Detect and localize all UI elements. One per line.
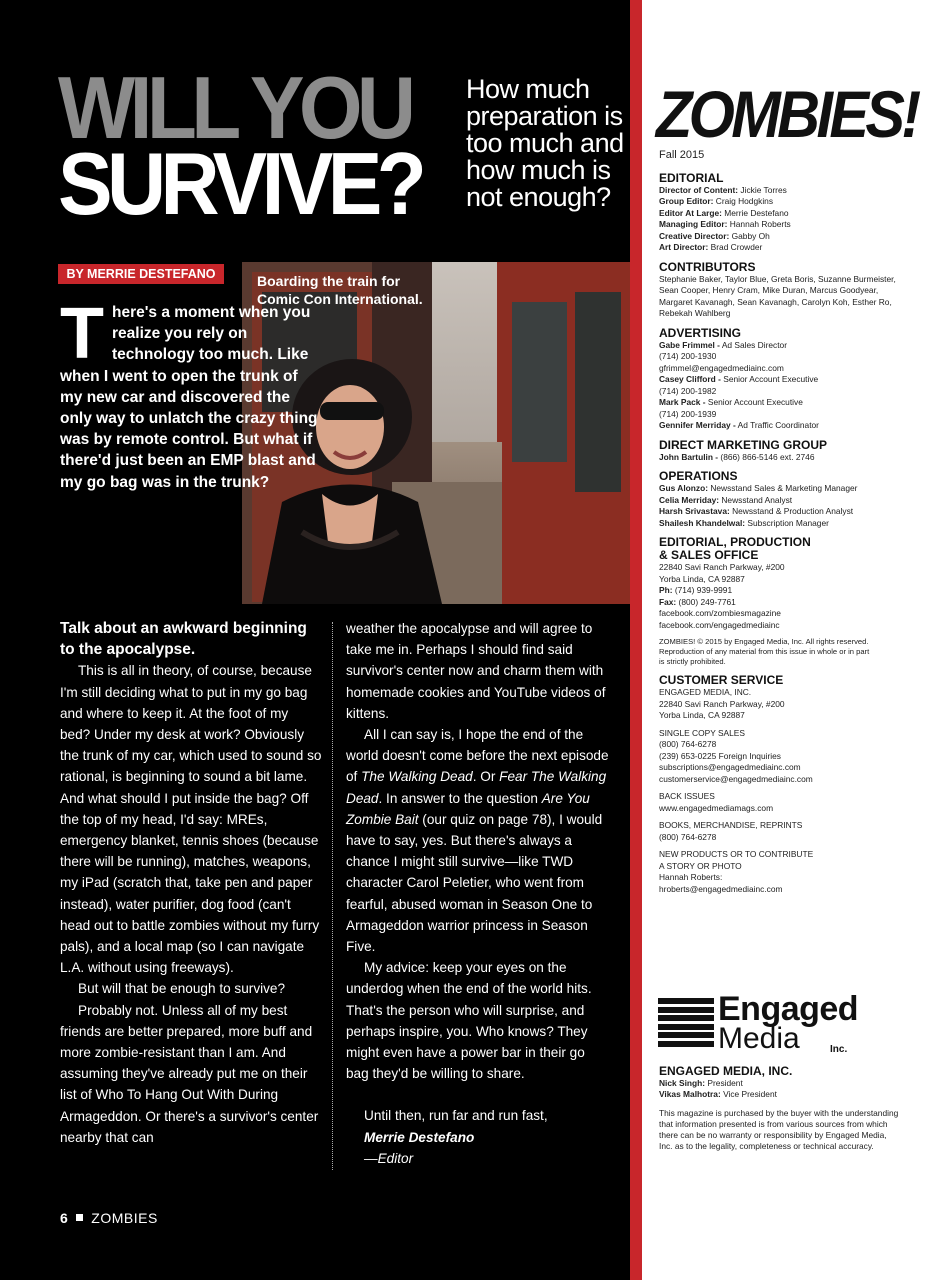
dmg-contact <box>659 452 899 464</box>
officer-role: President <box>705 1078 743 1088</box>
text-run: (our quiz on page 78), I would have to say, yes. But there's always a chance I might still survive—like TWD character Carol Peletier, who went from fearful, abused woman in Season One to Armageddon warrior princess in Season Five. <box>346 811 603 955</box>
cs-line: 22840 Savi Ranch Parkway, #200 <box>659 698 785 709</box>
engaged-media-logo <box>658 990 898 1056</box>
publisher-info <box>659 1066 899 1152</box>
signature: Merrie Destefano <box>364 1129 475 1145</box>
section-heading: ENGAGED MEDIA, INC. <box>659 1064 793 1078</box>
masthead-panel <box>642 0 952 1280</box>
body-paragraph: My advice: keep your eyes on the underdog when the end of the world hits. That's the person who will surprise, and perhaps inspire, you. Who knows? They might even have a power bar in their go bag they'd be willing to share. <box>346 960 592 1082</box>
staff-name: Gabby Oh <box>731 230 770 241</box>
body-paragraph: But will that be enough to survive? <box>78 981 286 997</box>
cs-line: Yorba Linda, CA 92887 <box>659 710 745 720</box>
contact-name: Casey Clifford - <box>659 374 721 384</box>
ad-contact <box>659 374 899 386</box>
logo-bars-icon <box>658 998 714 1049</box>
magazine-title: ZOMBIES! <box>656 77 918 151</box>
contact-role: Ad Traffic Coordinator <box>735 420 819 430</box>
contributors-list: Stephanie Baker, Taylor Blue, Greta Boris, Suzanne Burmeister, Sean Cooper, Henry Cram, Mike Duran, Marcus Goodyear, Margaret Kavanagh, Sean Kavanagh, Carolyn Koh, Esther Ro, Rebekah Wahlberg <box>659 273 896 318</box>
officer-name: Nick Singh: <box>659 1078 706 1088</box>
value: (714) 939-9991 <box>672 585 733 595</box>
signoff: Until then, run far and run fast, <box>364 1108 548 1124</box>
body-paragraph: This is all in theory, of course, because I'm still deciding what to put in my go bag and where to keep it. At the foot of my bed? Under my desk at work? Obviously the trunk of my car, which used to sound so rational, is beginning to sound a bit lame. And what should I put inside the bag? Off the top of my head, I'd say: MREs, emergency blanket, tennis shoes (because there will be running), matches, weapons, my iPad (scratch that, take pen and paper instead), water purifier, dog food (can't head out to battle zombies without my furry pals), and a local map (so I can navigate L.A. without using freeways). <box>60 663 322 976</box>
staff-name: Newsstand Analyst <box>719 494 793 505</box>
cs-line: A STORY OR PHOTO <box>659 860 742 871</box>
staff-row <box>659 196 899 208</box>
facebook-link: facebook.com/engagedmediainc <box>659 619 780 630</box>
page-number: 6 <box>60 1210 69 1226</box>
office-fax <box>659 597 899 609</box>
staff-row <box>659 231 899 243</box>
logo-text-1: Engaged <box>718 990 859 1028</box>
contact-name: Gabe Frimmel - <box>659 339 720 350</box>
officer <box>659 1078 899 1089</box>
section-heading: EDITORIAL <box>659 170 724 185</box>
facebook-link: facebook.com/zombiesmagazine <box>659 608 781 618</box>
contact-name: Gennifer Merriday - <box>659 420 736 430</box>
intro-text: here's a moment when you realize you rely on technology too much. Like when I went to open the trunk of my new car and discovered the only way to unlatch the crazy thing was by remote control. But what if there'd just been an EMP blast and my go bag was in the trunk? <box>60 304 318 491</box>
cs-line: ENGAGED MEDIA, INC. <box>659 687 752 697</box>
staff-role: Harsh Srivastava: <box>659 506 730 516</box>
section-heading: DIRECT MARKETING GROUP <box>659 437 827 452</box>
officer <box>659 1089 899 1100</box>
show-title: Fear The Walking Dead <box>346 769 607 806</box>
disclaimer: This magazine is purchased by the buyer with the understanding that information presented is from various sources from which there can be no warranty or responsibility by Engaged Media, Inc. as to the legality, completeness or technical accuracy. <box>659 1108 899 1151</box>
section-heading: CUSTOMER SERVICE <box>659 673 784 687</box>
text-run: All I can say is, I hope the end of the world doesn't come before the next episode of <box>346 727 609 785</box>
cs-line: SINGLE COPY SALES <box>659 727 745 738</box>
body-paragraph: weather the apocalypse and will agree to take me in. Perhaps I should find said survivor's center now and charm them with homemade cookies and YouTube videos of kittens. <box>346 621 606 721</box>
column-divider <box>332 622 333 1170</box>
section-name: ZOMBIES <box>91 1210 158 1226</box>
staff-row <box>659 495 899 507</box>
copyright-line: is strictly prohibited. <box>659 657 726 666</box>
staff-name: Jickie Torres <box>740 184 787 195</box>
logo-suffix: Inc. <box>830 1044 848 1055</box>
byline: BY MERRIE DESTEFANO <box>58 264 224 284</box>
staff-name: Merrie Destefano <box>724 207 789 218</box>
section-heading: ADVERTISING <box>659 325 742 340</box>
section-heading: & SALES OFFICE <box>659 548 759 562</box>
ops-list <box>659 483 899 529</box>
staff-row <box>659 185 899 197</box>
staff-name: Subscription Manager <box>745 517 829 528</box>
staff-row <box>659 483 899 495</box>
ad-contact <box>659 420 899 432</box>
office-address: 22840 Savi Ranch Parkway, #200 <box>659 562 785 572</box>
staff-name: Brad Crowder <box>710 242 763 252</box>
red-divider-bar <box>630 0 642 1280</box>
copyright-line: Reproduction of any material from this issue in whole or in part <box>659 647 870 656</box>
contact-name: John Bartulin - <box>659 451 719 462</box>
ad-phone: (714) 200-1930 <box>659 351 717 361</box>
body-paragraph: Probably not. Unless all of my best friends are better prepared, more buff and more zombie-resistant than I am. And assuming they've already put me on their list of Who To Hang Out With During Armageddon. Or there's a survivor's center nearby that can <box>60 1002 319 1145</box>
quiz-title: Are You Zombie Bait <box>346 790 590 827</box>
staff-name: Newsstand & Production Analyst <box>729 506 854 516</box>
ad-contact <box>659 397 899 409</box>
ad-phone: (714) 200-1939 <box>659 408 717 419</box>
section-heading: OPERATIONS <box>659 469 738 483</box>
staff-name: Craig Hodgkins <box>715 196 774 206</box>
page-footer <box>60 1210 158 1226</box>
staff-role: Director of Content: <box>659 184 739 195</box>
cs-line: BACK ISSUES <box>659 791 715 801</box>
section-heading: CONTRIBUTORS <box>659 259 756 274</box>
office-phone <box>659 585 899 597</box>
masthead-body <box>659 150 899 895</box>
drop-cap: T <box>60 294 104 374</box>
body-paragraph <box>346 724 610 957</box>
staff-row <box>659 219 899 231</box>
officer-role: Vice President <box>720 1089 777 1099</box>
text-run: . In answer to the question <box>378 790 542 806</box>
staff-row <box>659 506 899 518</box>
cs-line: www.engagedmediamags.com <box>659 802 774 813</box>
ad-phone: (714) 200-1982 <box>659 385 717 396</box>
editor-title: —Editor <box>364 1150 414 1166</box>
editorial-list <box>659 185 899 254</box>
intro-tail: Talk about an awkward beginning to the apocalypse. <box>60 620 307 659</box>
cs-line: BOOKS, MERCHANDISE, REPRINTS <box>659 820 803 830</box>
copyright-line: ZOMBIES! © 2015 by Engaged Media, Inc. All rights reserved. <box>659 637 869 646</box>
cs-line: (800) 764-6278 <box>659 831 717 842</box>
value: (800) 249-7761 <box>676 596 736 607</box>
ad-email: gfrimmel@engagedmediainc.com <box>659 362 784 373</box>
cs-line: (800) 764-6278 <box>659 739 717 749</box>
staff-role: Celia Merriday: <box>659 494 720 505</box>
staff-role: Managing Editor: <box>659 219 728 229</box>
staff-name: Newsstand Sales & Marketing Manager <box>708 483 858 493</box>
staff-role: Gus Alonzo: <box>659 483 709 493</box>
square-bullet-icon <box>76 1214 83 1221</box>
issue-date: Fall 2015 <box>659 149 705 161</box>
contact-phone: (866) 866-5146 ext. 2746 <box>718 451 815 462</box>
contact-role: Senior Account Executive <box>720 374 819 384</box>
logo-text-2: Media <box>718 1022 800 1055</box>
section-heading: EDITORIAL, PRODUCTION <box>659 535 811 549</box>
cs-line: hroberts@engagedmediainc.com <box>659 883 783 894</box>
text-run: . Or <box>472 769 500 785</box>
staff-role: Art Director: <box>659 242 709 252</box>
label: Fax: <box>659 596 677 607</box>
cs-line: (239) 653-0225 Foreign Inquiries <box>659 750 781 761</box>
body-column-2 <box>346 618 610 1169</box>
staff-row <box>659 208 899 220</box>
intro-paragraph <box>60 294 320 493</box>
contact-name: Mark Pack - <box>659 397 706 407</box>
contact-role: Senior Account Executive <box>705 397 803 407</box>
staff-role: Editor At Large: <box>659 207 722 218</box>
ad-contact <box>659 340 899 352</box>
headline <box>58 58 422 233</box>
cs-line: subscriptions@engagedmediainc.com <box>659 762 801 772</box>
cs-line: customerservice@engagedmediainc.com <box>659 773 813 784</box>
staff-role: Group Editor: <box>659 196 714 206</box>
headline-line-1: WILL YOU <box>58 58 411 157</box>
cs-line: Hannah Roberts: <box>659 872 723 882</box>
staff-row <box>659 518 899 530</box>
staff-role: Shailesh Khandelwal: <box>659 517 746 528</box>
officer-name: Vikas Malhotra: <box>659 1089 721 1099</box>
photo-caption: Boarding the train for Comic Con International. <box>257 273 423 307</box>
staff-role: Creative Director: <box>659 230 730 241</box>
deck-text: How much preparation is too much and how much is not enough? <box>466 74 624 212</box>
contact-role: Ad Sales Director <box>719 339 787 350</box>
office-address: Yorba Linda, CA 92887 <box>659 573 745 584</box>
staff-row <box>659 242 899 254</box>
body-column-1 <box>60 618 322 1148</box>
staff-name: Hannah Roberts <box>729 219 791 229</box>
headline-line-2: SURVIVE? <box>58 134 422 233</box>
label: Ph: <box>659 585 673 595</box>
show-title: The Walking Dead <box>361 769 473 785</box>
cs-line: NEW PRODUCTS OR TO CONTRIBUTE <box>659 849 814 859</box>
